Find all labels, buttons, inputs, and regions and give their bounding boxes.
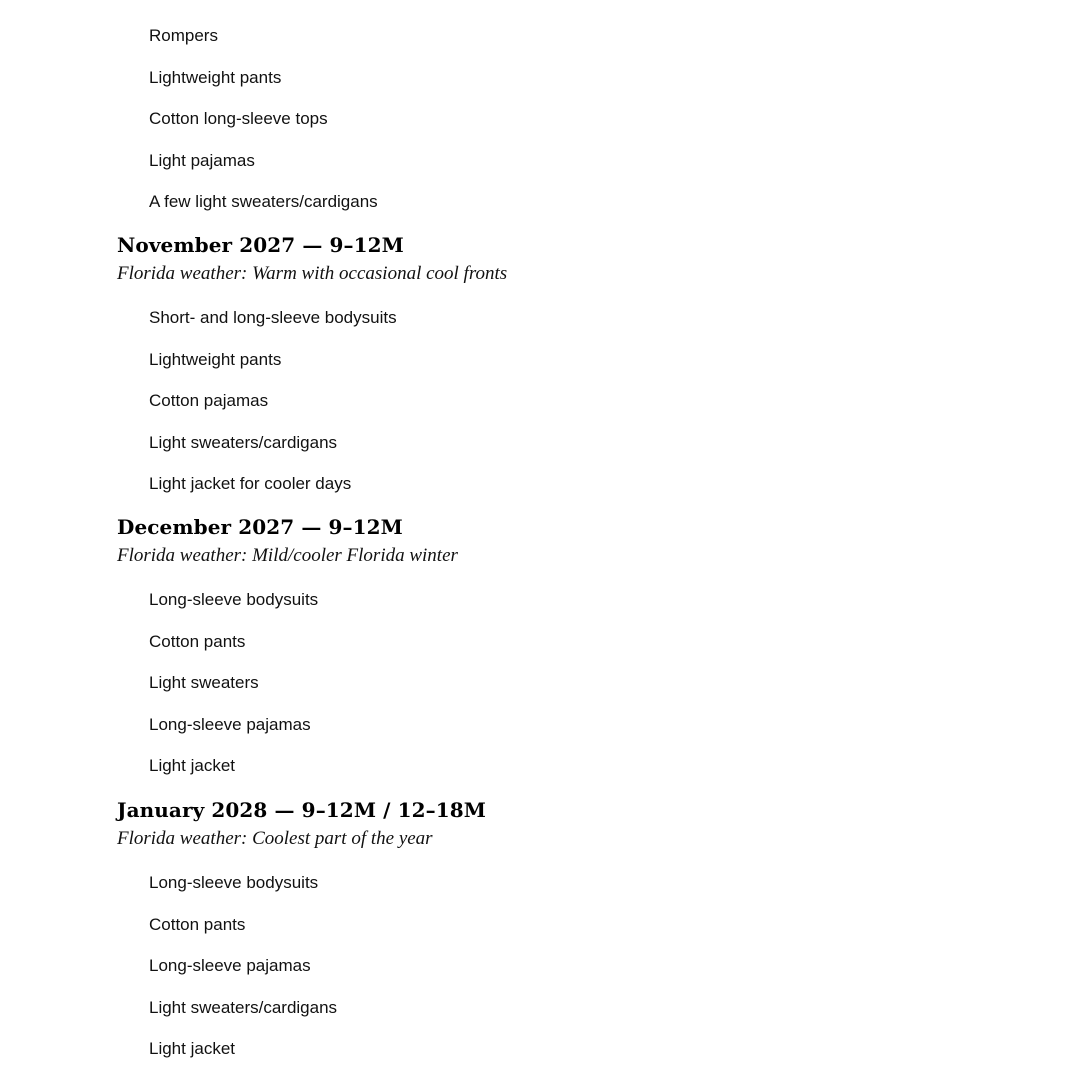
list-item: Short- and long-sleeve bodysuits — [149, 308, 397, 327]
intro-clothing-list — [149, 26, 378, 212]
list-item: Lightweight pants — [149, 67, 282, 87]
section-heading-november-2027: November 2027 — 9–12M — [117, 233, 404, 257]
list-item: Long-sleeve pajamas — [149, 714, 311, 734]
list-item: Light jacket for cooler days — [149, 474, 352, 493]
list-item: Light sweaters/cardigans — [149, 997, 338, 1017]
list-item: Long-sleeve bodysuits — [149, 873, 319, 892]
list-item: A few light sweaters/cardigans — [149, 192, 378, 211]
section-heading-december-2027: December 2027 — 9–12M — [117, 515, 403, 539]
section-weather-january-2028: Florida weather: Coolest part of the year — [117, 828, 433, 849]
section-weather-november-2027: Florida weather: Warm with occasional cool fronts — [117, 263, 508, 284]
section-heading-january-2028: January 2028 — 9–12M / 12–18M — [117, 798, 486, 822]
section-weather-december-2027: Florida weather: Mild/cooler Florida winter — [117, 545, 458, 566]
list-item: Long-sleeve pajamas — [149, 956, 311, 975]
list-item: Lightweight pants — [149, 349, 282, 369]
list-item: Cotton pajamas — [149, 391, 269, 410]
january-clothing-list — [149, 873, 337, 1059]
list-item: Light pajamas — [149, 150, 255, 170]
list-item: Light sweaters — [149, 673, 259, 692]
list-item: Cotton pants — [149, 914, 246, 934]
list-item: Long-sleeve bodysuits — [149, 590, 319, 609]
list-item: Light jacket — [149, 756, 235, 775]
november-clothing-list — [149, 308, 397, 494]
list-item: Cotton pants — [149, 631, 246, 651]
list-item: Cotton long-sleeve tops — [149, 109, 328, 128]
december-clothing-list — [149, 590, 318, 776]
list-item: Rompers — [149, 26, 218, 45]
list-item: Light sweaters/cardigans — [149, 432, 338, 452]
list-item: Light jacket — [149, 1039, 235, 1058]
